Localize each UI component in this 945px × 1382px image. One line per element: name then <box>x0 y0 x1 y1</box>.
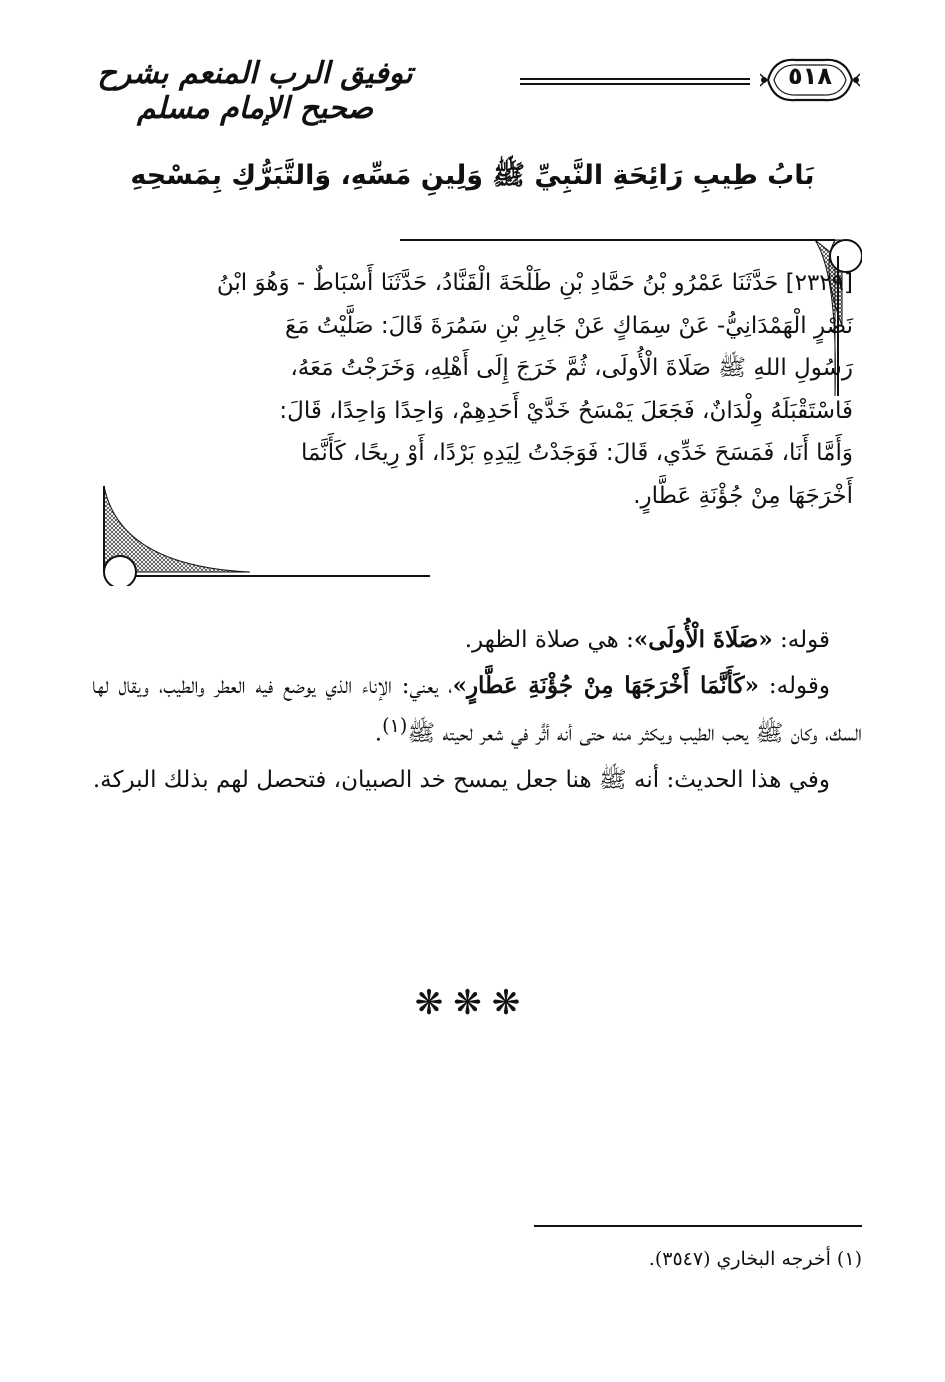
header-rule <box>520 78 750 85</box>
hadith-line: فَاسْتَقْبَلَهُ وِلْدَانٌ، فَجَعَلَ يَمْسَحُ خَدَّيْ أَحَدِهِمْ، وَاحِدًا وَاحِدًا، قَالَ: <box>279 397 853 424</box>
commentary-text: : هي صلاة الظهر. <box>464 627 634 653</box>
hadith-line: [٢٣٢٩] حَدَّثَنَا عَمْرُو بْنُ حَمَّادِ بْنِ طَلْحَةَ الْقَنَّادُ، حَدَّثَنَا أَسْبَاطٌ - وَهُوَ ابْنُ <box>216 270 853 296</box>
chapter-title: بَابُ طِيبِ رَائِحَةِ النَّبِيِّ ﷺ وَلِينِ مَسِّهِ، وَالتَّبَرُّكِ بِمَسْحِهِ <box>130 160 815 191</box>
commentary-prefix: قوله: <box>772 627 830 653</box>
section-separator-stars: ❋❋❋ <box>414 983 531 1023</box>
footnote-reference[interactable]: (١) <box>382 714 408 737</box>
commentary-prefix: وقوله: <box>759 673 831 699</box>
book-title: توفيق الرب المنعم بشرح صحيح الإمام مسلم <box>97 56 413 126</box>
commentary-paragraph <box>92 760 862 800</box>
footnote: (١) أخرجه البخاري (٣٥٤٧). <box>648 1248 862 1270</box>
page-number: ٥١٨ <box>788 62 832 90</box>
commentary-paragraph <box>92 620 862 660</box>
hadith-line: رَسُولِ اللهِ ﷺ صَلَاةَ الْأُولَى، ثُمَّ خَرَجَ إِلَى أَهْلِهِ، وَخَرَجْتُ مَعَهُ، <box>290 355 853 381</box>
commentary-text-end: . <box>374 720 383 747</box>
commentary-text: ، يعني: الإناء الذي يوضع فيه العطر والطيب، ويقال لها السك، وكان ﷺ يحب الطيب ويكثر منه حتى أنه أثَّر في شعر لحيته ﷺ <box>92 673 862 747</box>
commentary-text: وفي هذا الحديث: أنه ﷺ هنا جعل يمسح خد الصبيان، فتحصل لهم بذلك البركة. <box>92 766 830 793</box>
commentary <box>92 620 862 806</box>
hadith-text <box>128 262 853 517</box>
commentary-paragraph <box>92 666 862 754</box>
commentary-quote: «صَلَاةَ الْأُولَى» <box>633 626 773 653</box>
hadith-line: وَأَمَّا أَنَا، فَمَسَحَ خَدِّي، قَالَ: فَوَجَدْتُ لِيَدِهِ بَرْدًا، أَوْ رِيحًا، كَأَنَّمَا <box>301 440 853 466</box>
hadith-line: أَخْرَجَهَا مِنْ جُؤْنَةِ عَطَّارٍ. <box>633 482 853 509</box>
page-header <box>90 52 860 126</box>
commentary-quote: «كَأَنَّمَا أَخْرَجَهَا مِنْ جُؤْنَةِ عَطَّارٍ» <box>452 672 759 699</box>
hadith-line: نَصْرٍ الْهَمْدَانِيُّ- عَنْ سِمَاكٍ عَنْ جَابِرِ بْنِ سَمُرَةَ قَالَ: صَلَّيْتُ مَعَ <box>284 312 853 339</box>
footnote-rule <box>534 1225 862 1227</box>
